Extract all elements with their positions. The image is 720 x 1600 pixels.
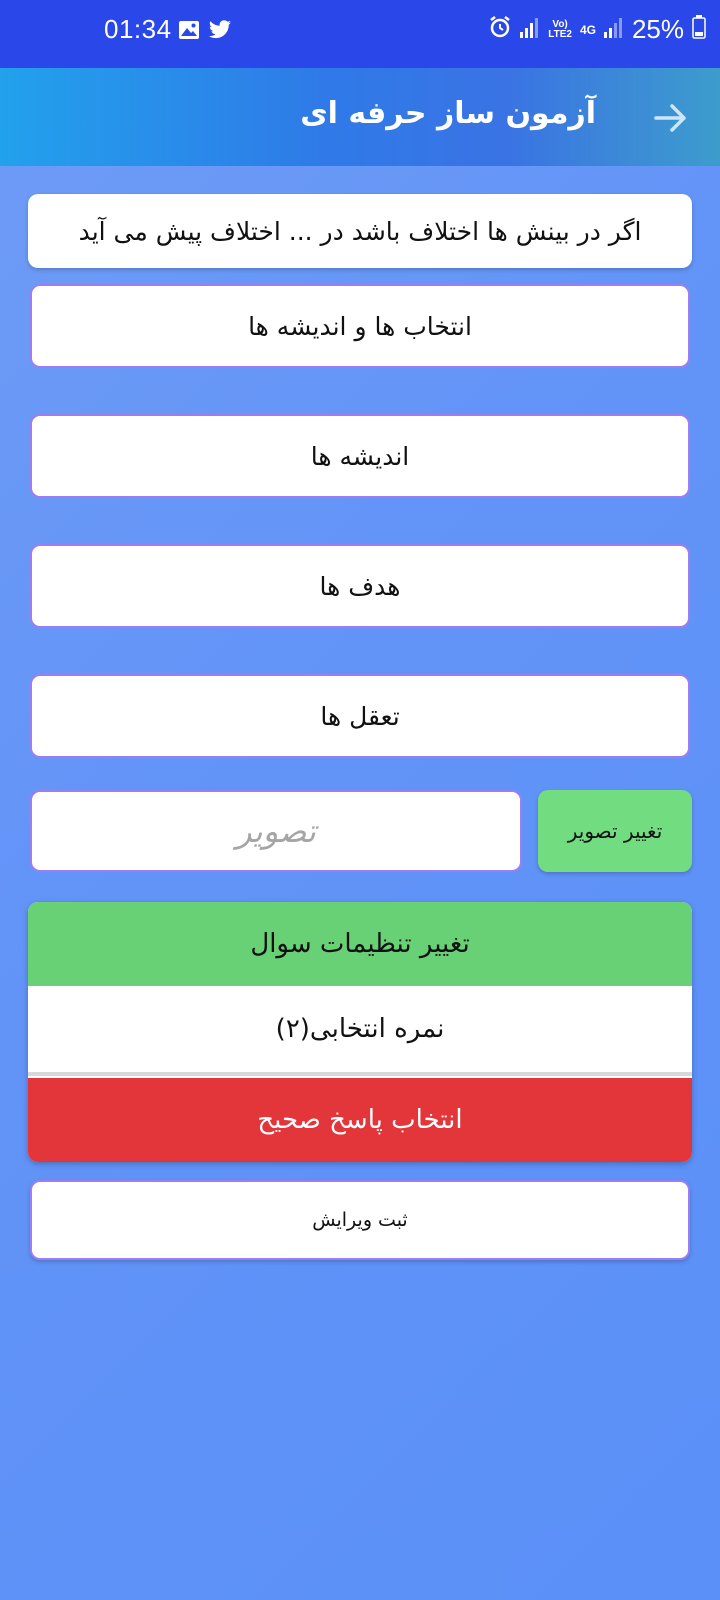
status-time: 01:34 — [104, 14, 172, 44]
battery-percent: 25% — [631, 14, 684, 44]
change-image-label: تغییر تصویر — [567, 819, 663, 843]
option-label: هدف ها — [319, 571, 401, 601]
volte-label: Vo) — [552, 18, 568, 30]
submit-edit-button[interactable] — [30, 1180, 690, 1260]
option-label: تعقل ها — [320, 701, 400, 731]
alarm-icon — [488, 15, 512, 44]
app-header — [0, 68, 720, 166]
option-label: اندیشه ها — [310, 441, 410, 471]
image-icon — [178, 20, 200, 44]
question-text-card[interactable] — [28, 194, 692, 268]
signal-icon — [604, 16, 624, 43]
change-settings-button[interactable] — [28, 902, 692, 986]
change-image-button[interactable] — [538, 790, 692, 872]
score-selector[interactable] — [28, 986, 692, 1076]
twitter-icon — [208, 20, 232, 44]
lte2-label: LTE2 — [548, 28, 572, 40]
notification-icons — [178, 20, 232, 44]
page-title: آزمون ساز حرفه ای — [300, 96, 596, 131]
submit-edit-label: ثبت ویرایش — [312, 1209, 408, 1231]
option-3[interactable] — [30, 544, 690, 628]
select-correct-answer-button[interactable] — [28, 1078, 692, 1162]
status-bar — [0, 0, 720, 68]
score-label: نمره انتخابی(۲) — [275, 1014, 445, 1044]
signal-icon — [520, 16, 540, 43]
option-4[interactable] — [30, 674, 690, 758]
network-label — [548, 20, 572, 40]
correct-answer-label: انتخاب پاسخ صحیح — [257, 1105, 463, 1135]
change-settings-label: تغییر تنظیمات سوال — [250, 929, 470, 959]
image-input[interactable] — [30, 790, 522, 872]
image-placeholder: تصویر — [236, 812, 316, 850]
arrow-right-icon — [650, 98, 690, 138]
option-label: انتخاب ها و اندیشه ها — [248, 311, 472, 341]
4g-label: 4G — [579, 22, 596, 37]
battery-icon — [692, 15, 706, 44]
back-button[interactable] — [650, 98, 690, 138]
question-text: اگر در بینش ها اختلاف باشد در ... اختلاف پیش می آید — [78, 216, 642, 246]
system-icons — [488, 14, 706, 45]
question-settings-panel — [28, 902, 692, 1162]
option-2[interactable] — [30, 414, 690, 498]
option-1[interactable] — [30, 284, 690, 368]
